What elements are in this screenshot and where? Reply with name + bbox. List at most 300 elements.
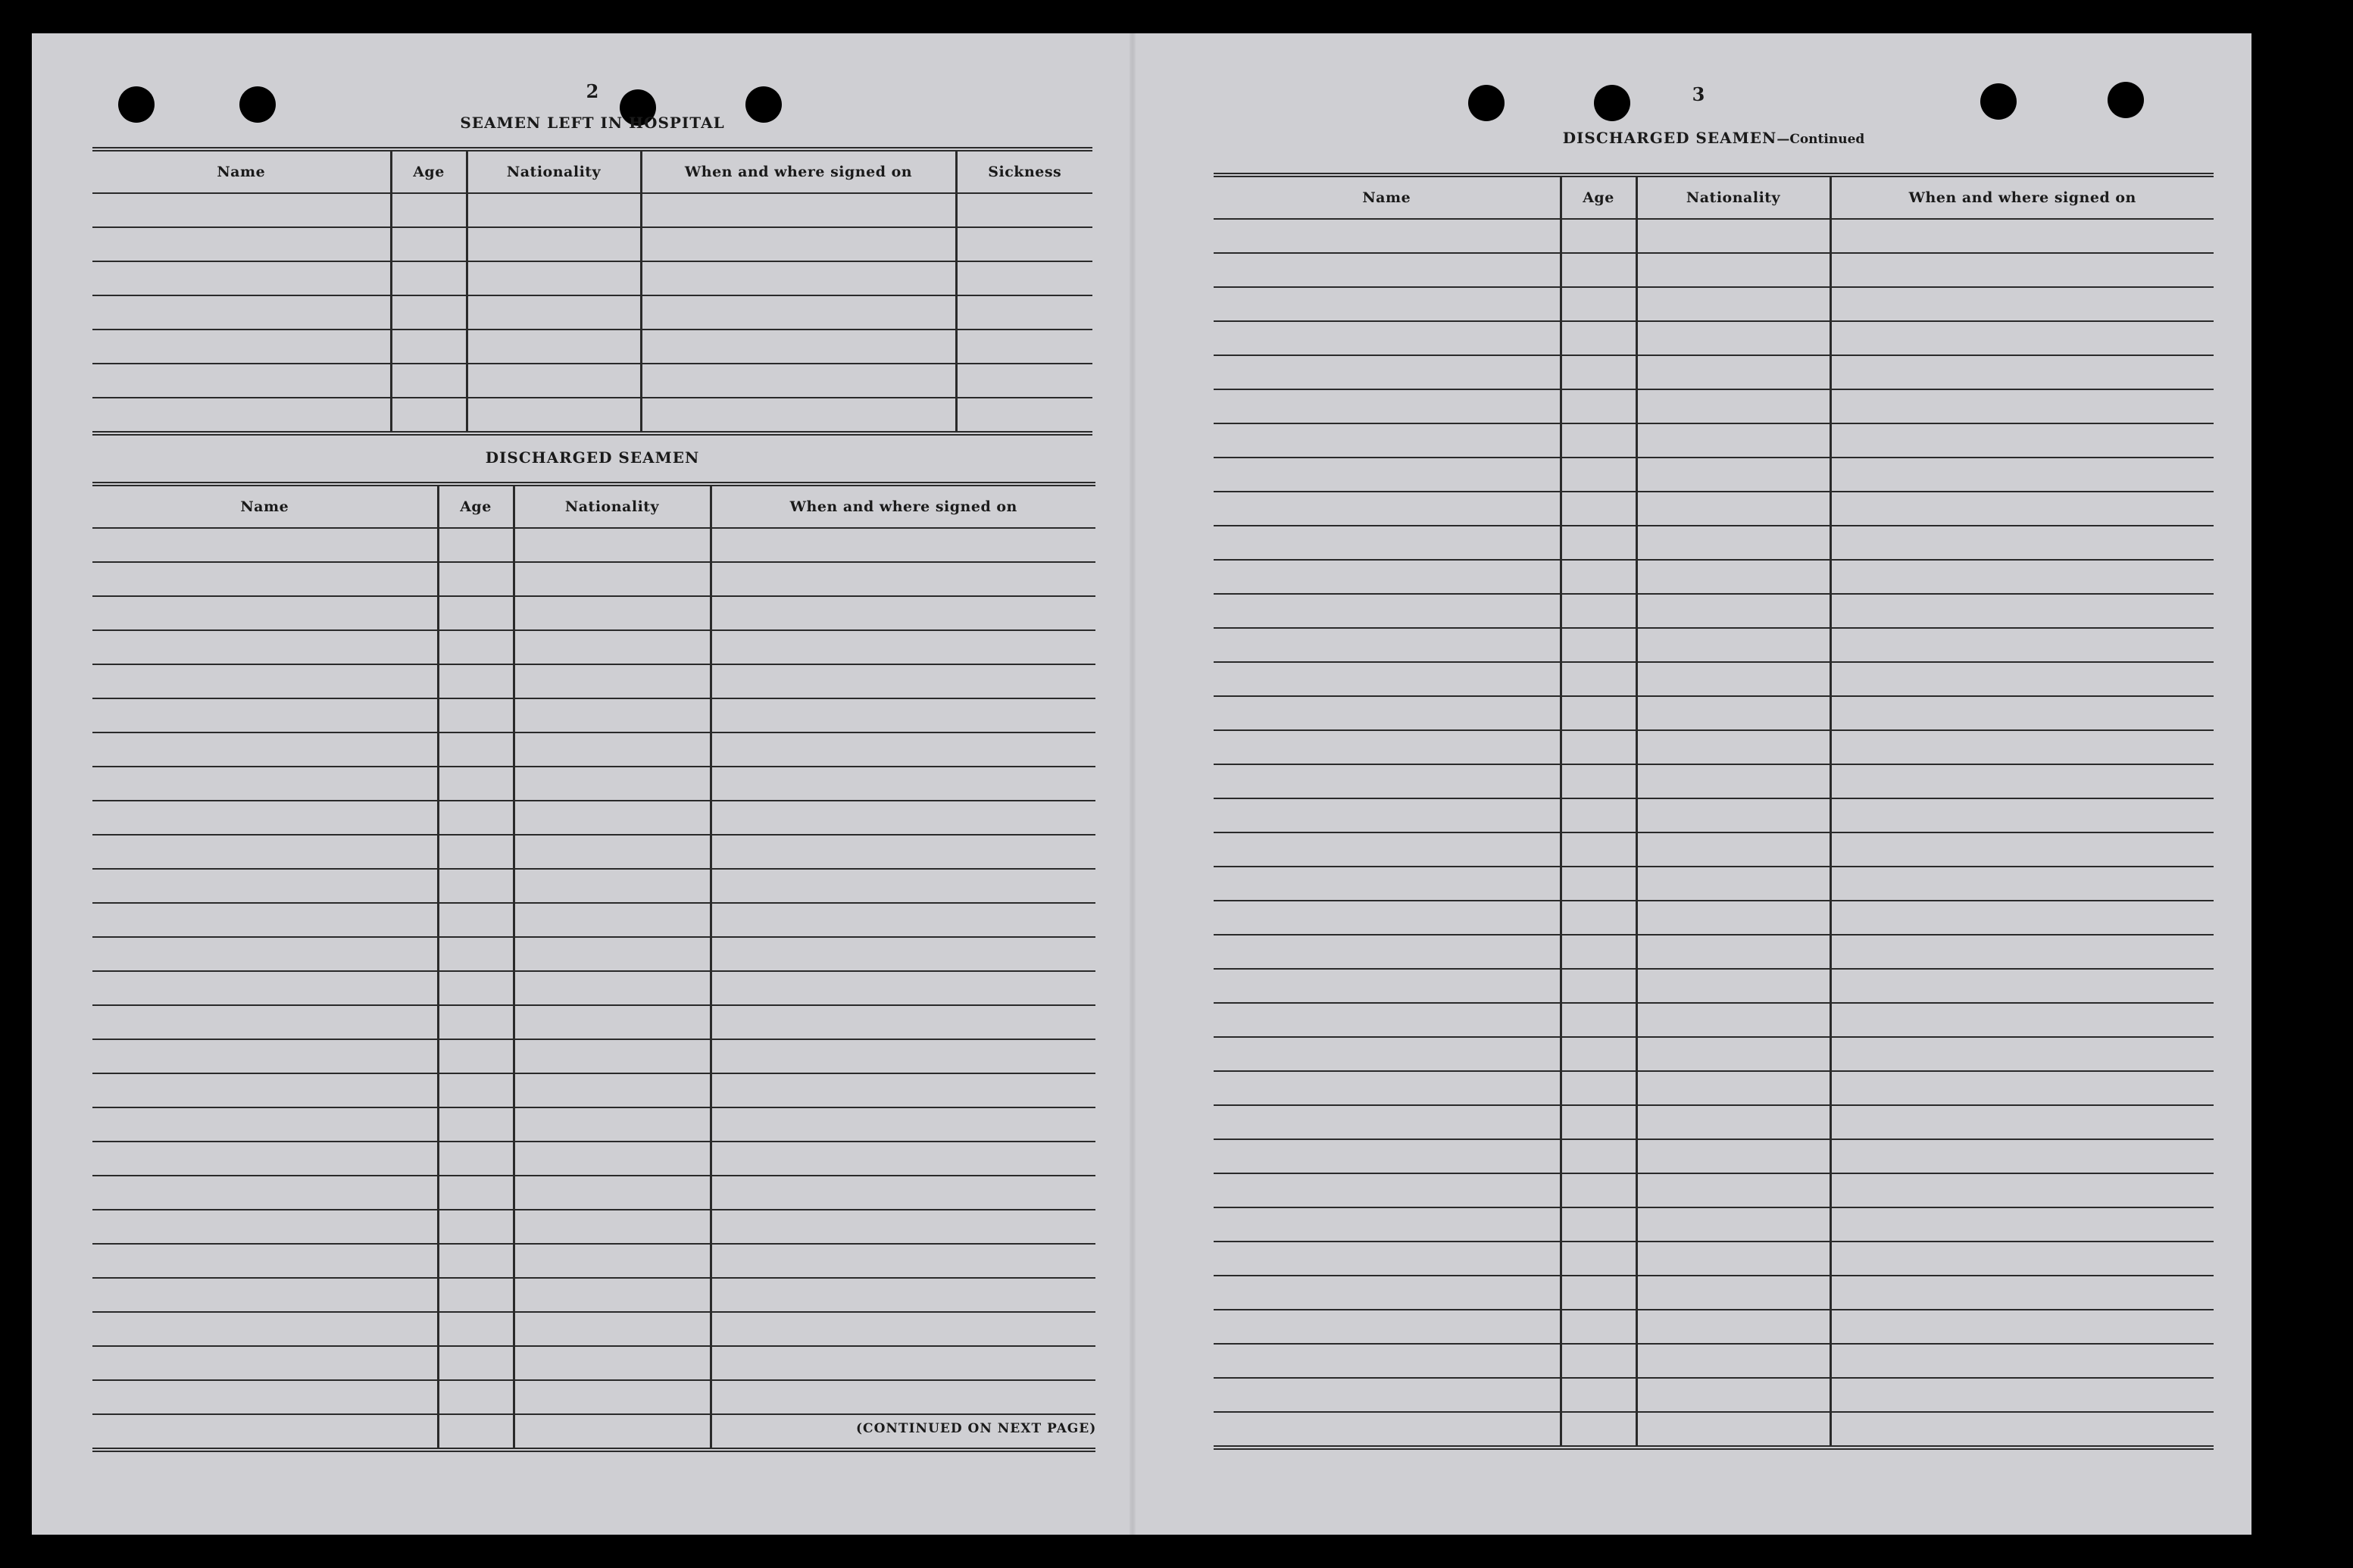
table-cell <box>1830 1344 2214 1378</box>
column-header-name: Name <box>1362 189 1411 206</box>
table-cell <box>1636 1242 1830 1276</box>
table-cell <box>1561 1242 1636 1276</box>
title-suffix: —Continued <box>1776 132 1865 147</box>
table-cell <box>1214 1071 1561 1105</box>
table-cell <box>1636 458 1830 492</box>
table-cell <box>1830 389 2214 423</box>
table-row <box>92 698 1095 732</box>
table-row <box>1214 628 2214 662</box>
table-row <box>1214 219 2214 253</box>
table-row <box>92 295 1092 330</box>
table-cell <box>1561 1344 1636 1378</box>
table-cell <box>1636 662 1830 696</box>
table-cell <box>1830 1173 2214 1207</box>
table-cell <box>1214 832 1561 867</box>
table-cell <box>1636 594 1830 628</box>
table-row <box>92 1380 1095 1414</box>
table-cell <box>1636 1037 1830 1071</box>
column-header-age: Age <box>1561 175 1636 219</box>
punch-hole <box>2108 82 2144 118</box>
table-cell <box>711 732 1095 767</box>
table-cell <box>514 732 711 767</box>
table-cell <box>1214 1139 1561 1173</box>
column-header-name: Name <box>217 164 266 180</box>
table-row <box>92 801 1095 835</box>
table-row <box>1214 1310 2214 1344</box>
table-cell <box>711 801 1095 835</box>
column-header-signed-on: When and where signed on <box>711 484 1095 528</box>
table-row <box>1214 423 2214 458</box>
table-cell <box>1636 1003 1830 1037</box>
table-row <box>1214 1139 2214 1173</box>
table-row <box>1214 935 2214 969</box>
table-cell <box>1561 321 1636 355</box>
table-cell <box>1561 730 1636 764</box>
table-cell <box>1830 355 2214 389</box>
table-cell <box>1561 1071 1636 1105</box>
table-cell <box>1214 492 1561 526</box>
table-row <box>1214 1207 2214 1242</box>
table-cell <box>438 869 514 903</box>
table-cell <box>1830 423 2214 458</box>
table-cell <box>711 1073 1095 1107</box>
table-cell <box>1830 287 2214 321</box>
table-row <box>92 596 1095 630</box>
table-row <box>92 767 1095 801</box>
table-row <box>1214 764 2214 798</box>
table-cell <box>1636 1344 1830 1378</box>
punch-hole <box>1594 85 1630 121</box>
table-cell <box>1830 1207 2214 1242</box>
table-cell <box>1214 1003 1561 1037</box>
table-cell <box>438 630 514 664</box>
table-cell <box>1636 287 1830 321</box>
table-cell <box>1561 1037 1636 1071</box>
table-row <box>1214 1344 2214 1378</box>
table-cell <box>438 1278 514 1312</box>
table-cell <box>1830 1071 2214 1105</box>
table-cell <box>1214 798 1561 832</box>
table-row <box>1214 492 2214 526</box>
table-cell <box>514 937 711 971</box>
column-header-signed-on: When and where signed on <box>1830 175 2214 219</box>
table-cell <box>1561 867 1636 901</box>
table-cell <box>514 664 711 698</box>
table-header-row <box>1214 175 2214 219</box>
table-cell <box>514 1312 711 1346</box>
table-cell <box>92 528 438 562</box>
table-cell <box>1830 1003 2214 1037</box>
table-cell <box>438 1039 514 1073</box>
table-cell <box>1636 1105 1830 1139</box>
table-cell <box>1561 662 1636 696</box>
table-cell <box>956 398 1092 433</box>
table-row <box>1214 969 2214 1003</box>
table-cell <box>438 732 514 767</box>
table-cell <box>1561 1310 1636 1344</box>
table-cell <box>1830 1139 2214 1173</box>
table-cell <box>1636 628 1830 662</box>
table-row <box>1214 696 2214 730</box>
table-row <box>92 398 1092 433</box>
table-cell <box>1561 764 1636 798</box>
table-cell <box>641 398 956 433</box>
table-cell <box>956 227 1092 261</box>
table-cell <box>92 1244 438 1278</box>
table-cell <box>1830 219 2214 253</box>
punch-hole <box>239 86 276 123</box>
table-row <box>1214 1105 2214 1139</box>
table-cell <box>467 261 641 295</box>
table-cell <box>1214 1310 1561 1344</box>
table-row <box>92 227 1092 261</box>
table-row <box>1214 321 2214 355</box>
table-cell <box>92 193 391 227</box>
table-cell <box>1830 730 2214 764</box>
table-row <box>1214 867 2214 901</box>
table-cell <box>1636 867 1830 901</box>
table-cell <box>391 295 467 330</box>
table-cell <box>92 835 438 869</box>
table-row <box>92 1073 1095 1107</box>
table-cell <box>1636 1310 1830 1344</box>
table-cell <box>1561 969 1636 1003</box>
table-cell <box>956 364 1092 398</box>
table-row <box>1214 1037 2214 1071</box>
table-row <box>92 1210 1095 1244</box>
table-cell <box>438 1414 514 1450</box>
table-cell <box>438 698 514 732</box>
table-cell <box>467 364 641 398</box>
table-cell <box>467 227 641 261</box>
table-cell <box>711 630 1095 664</box>
table-cell <box>438 1312 514 1346</box>
punch-hole <box>118 86 155 123</box>
continued-note: (CONTINUED ON NEXT PAGE) <box>856 1421 1097 1436</box>
table-cell <box>1561 253 1636 287</box>
table-cell <box>711 1380 1095 1414</box>
table-cell <box>1636 1378 1830 1412</box>
table-row <box>92 364 1092 398</box>
table-row <box>92 903 1095 937</box>
table-cell <box>514 630 711 664</box>
table-cell <box>1636 253 1830 287</box>
table-cell <box>514 801 711 835</box>
table-cell <box>1636 798 1830 832</box>
table-cell <box>92 364 391 398</box>
table-cell <box>1561 389 1636 423</box>
table-cell <box>1636 321 1830 355</box>
table-cell <box>467 193 641 227</box>
table-row <box>1214 355 2214 389</box>
table-cell <box>438 937 514 971</box>
table-cell <box>1830 560 2214 594</box>
column-header-nationality: Nationality <box>467 149 641 193</box>
hospital-table <box>92 147 1092 436</box>
table-row <box>92 869 1095 903</box>
table-cell <box>514 1346 711 1380</box>
table-cell <box>438 1346 514 1380</box>
table-row <box>1214 1276 2214 1310</box>
column-header-age: Age <box>391 149 467 193</box>
table-row <box>92 1244 1095 1278</box>
table-row <box>92 1346 1095 1380</box>
table-cell <box>1214 423 1561 458</box>
discharged-section-title: DISCHARGED SEAMEN <box>485 448 700 467</box>
table-row <box>92 664 1095 698</box>
table-cell <box>514 1380 711 1414</box>
table-cell <box>92 398 391 433</box>
table-cell <box>391 193 467 227</box>
table-cell <box>1214 219 1561 253</box>
table-cell <box>1561 935 1636 969</box>
table-cell <box>514 1073 711 1107</box>
table-cell <box>514 1278 711 1312</box>
table-cell <box>1636 1173 1830 1207</box>
table-cell <box>1636 560 1830 594</box>
table-cell <box>641 330 956 364</box>
table-header-row <box>92 484 1095 528</box>
table-cell <box>1561 492 1636 526</box>
table-row <box>92 528 1095 562</box>
table-cell <box>391 330 467 364</box>
table-cell <box>514 1414 711 1450</box>
table-row <box>1214 560 2214 594</box>
table-cell <box>92 261 391 295</box>
table-cell <box>92 767 438 801</box>
table-cell <box>92 903 438 937</box>
table-row <box>92 732 1095 767</box>
table-cell <box>1214 594 1561 628</box>
table-cell <box>514 1244 711 1278</box>
table-cell <box>711 528 1095 562</box>
table-cell <box>514 835 711 869</box>
table-cell <box>438 1073 514 1107</box>
hospital-section-title: SEAMEN LEFT IN HOSPITAL <box>460 114 725 132</box>
table-cell <box>711 664 1095 698</box>
table-cell <box>1214 560 1561 594</box>
table-cell <box>391 261 467 295</box>
table-cell <box>711 698 1095 732</box>
table-row <box>1214 1173 2214 1207</box>
table-cell <box>711 1244 1095 1278</box>
table-cell <box>711 562 1095 596</box>
table-cell <box>1830 798 2214 832</box>
table-cell <box>92 1005 438 1039</box>
table-cell <box>467 330 641 364</box>
table-cell <box>92 1142 438 1176</box>
table-cell <box>1561 798 1636 832</box>
table-row <box>1214 594 2214 628</box>
table-cell <box>391 364 467 398</box>
table-row <box>92 1005 1095 1039</box>
table-cell <box>1830 867 2214 901</box>
table-cell <box>438 1176 514 1210</box>
table-cell <box>1214 1344 1561 1378</box>
table-row <box>1214 253 2214 287</box>
table-cell <box>92 1210 438 1244</box>
discharged-table <box>92 482 1095 1452</box>
table-cell <box>1636 901 1830 935</box>
center-fold <box>1130 33 1136 1535</box>
table-cell <box>1561 628 1636 662</box>
table-cell <box>1636 526 1830 560</box>
table-cell <box>711 1278 1095 1312</box>
table-cell <box>92 971 438 1005</box>
table-cell <box>1561 1105 1636 1139</box>
table-cell <box>1636 1276 1830 1310</box>
table-row <box>1214 1242 2214 1276</box>
table-cell <box>1830 1105 2214 1139</box>
table-cell <box>641 364 956 398</box>
document-sheet <box>32 33 2251 1535</box>
table-cell <box>1561 458 1636 492</box>
table-cell <box>1561 1276 1636 1310</box>
table-cell <box>1214 1276 1561 1310</box>
table-cell <box>438 801 514 835</box>
table-cell <box>1830 321 2214 355</box>
table-cell <box>514 869 711 903</box>
page-number: 2 <box>586 80 599 102</box>
table-cell <box>92 1312 438 1346</box>
table-row <box>1214 1003 2214 1037</box>
table-row <box>92 1176 1095 1210</box>
table-cell <box>391 398 467 433</box>
table-cell <box>1830 1378 2214 1412</box>
table-cell <box>1830 969 2214 1003</box>
table-cell <box>1830 526 2214 560</box>
table-cell <box>1214 730 1561 764</box>
table-cell <box>1830 935 2214 969</box>
discharged-continued-title <box>1517 129 1911 147</box>
table-cell <box>711 835 1095 869</box>
table-cell <box>1561 1003 1636 1037</box>
table-cell <box>711 903 1095 937</box>
table-cell <box>711 1142 1095 1176</box>
table-cell <box>514 767 711 801</box>
table-row <box>92 562 1095 596</box>
table-cell <box>1636 832 1830 867</box>
table-cell <box>514 1142 711 1176</box>
table-cell <box>92 1346 438 1380</box>
table-cell <box>438 596 514 630</box>
table-cell <box>92 1073 438 1107</box>
table-cell <box>1561 594 1636 628</box>
table-cell <box>514 1039 711 1073</box>
table-cell <box>514 528 711 562</box>
title-main: DISCHARGED SEAMEN <box>1562 129 1777 147</box>
table-cell <box>1214 321 1561 355</box>
table-cell <box>438 971 514 1005</box>
table-cell <box>1561 1412 1636 1448</box>
table-cell <box>92 330 391 364</box>
page-number: 3 <box>1692 83 1705 105</box>
table-cell <box>711 1176 1095 1210</box>
table-cell <box>1214 696 1561 730</box>
table-cell <box>92 664 438 698</box>
table-row <box>92 1312 1095 1346</box>
table-cell <box>711 1107 1095 1142</box>
table-cell <box>1636 355 1830 389</box>
column-header-sickness: Sickness <box>956 149 1092 193</box>
table-cell <box>92 227 391 261</box>
table-cell <box>514 698 711 732</box>
table-cell <box>467 398 641 433</box>
table-cell <box>438 528 514 562</box>
table-cell <box>711 1039 1095 1073</box>
table-cell <box>1830 696 2214 730</box>
table-cell <box>1830 594 2214 628</box>
table-cell <box>514 1107 711 1142</box>
table-cell <box>438 1142 514 1176</box>
table-cell <box>1214 287 1561 321</box>
table-cell <box>1214 867 1561 901</box>
table-row <box>1214 662 2214 696</box>
punch-hole <box>745 86 782 123</box>
table-cell <box>711 1312 1095 1346</box>
table-row <box>92 835 1095 869</box>
table-cell <box>1561 1378 1636 1412</box>
table-cell <box>438 664 514 698</box>
table-cell <box>1830 1242 2214 1276</box>
table-cell <box>1636 1207 1830 1242</box>
table-cell <box>1830 901 2214 935</box>
table-cell <box>92 698 438 732</box>
table-row <box>92 1039 1095 1073</box>
table-row <box>1214 730 2214 764</box>
column-header-nationality: Nationality <box>514 484 711 528</box>
table-cell <box>1561 219 1636 253</box>
table-cell <box>1214 1412 1561 1448</box>
table-cell <box>1636 389 1830 423</box>
table-cell <box>1214 1378 1561 1412</box>
table-cell <box>641 193 956 227</box>
table-cell <box>1214 1105 1561 1139</box>
table-cell <box>956 295 1092 330</box>
table-cell <box>641 261 956 295</box>
column-header-name: Name <box>240 498 289 515</box>
table-cell <box>438 1244 514 1278</box>
table-cell <box>711 1346 1095 1380</box>
table-cell <box>1561 355 1636 389</box>
table-cell <box>1830 764 2214 798</box>
table-row <box>92 630 1095 664</box>
table-row <box>92 1278 1095 1312</box>
table-cell <box>711 937 1095 971</box>
table-cell <box>1561 560 1636 594</box>
table-row <box>92 193 1092 227</box>
table-cell <box>641 227 956 261</box>
table-cell <box>711 596 1095 630</box>
table-cell <box>1636 1412 1830 1448</box>
table-cell <box>438 562 514 596</box>
table-row <box>92 1107 1095 1142</box>
table-cell <box>1561 696 1636 730</box>
table-cell <box>711 869 1095 903</box>
table-cell <box>438 1005 514 1039</box>
table-cell <box>438 767 514 801</box>
table-cell <box>92 630 438 664</box>
table-cell <box>1214 1242 1561 1276</box>
table-cell <box>1636 730 1830 764</box>
punch-hole <box>1980 83 2017 120</box>
table-cell <box>1561 423 1636 458</box>
punch-hole <box>1468 85 1505 121</box>
table-cell <box>514 971 711 1005</box>
table-cell <box>1830 1310 2214 1344</box>
table-cell <box>391 227 467 261</box>
table-cell <box>1214 526 1561 560</box>
